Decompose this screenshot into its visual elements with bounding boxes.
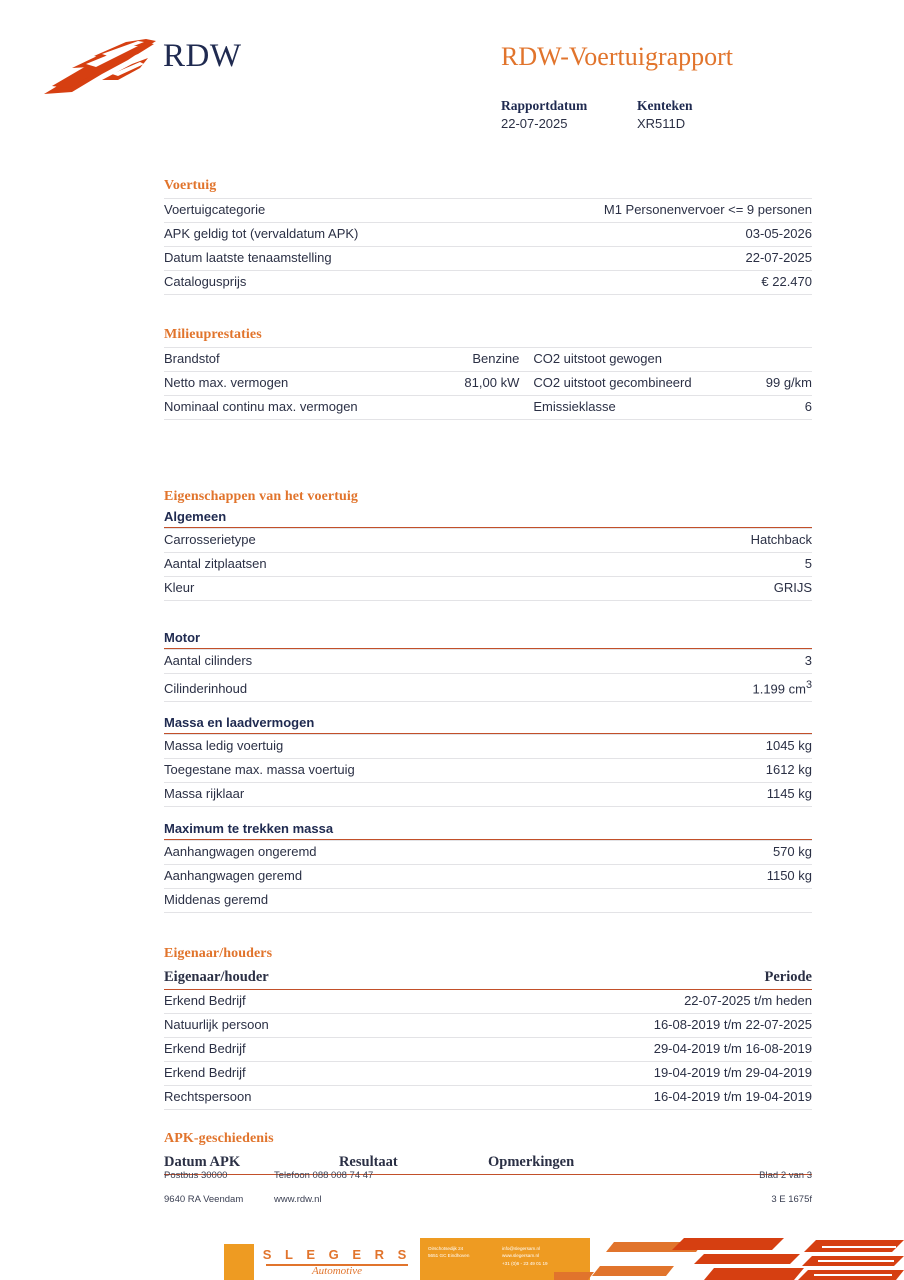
- subsection-title-algemeen: Algemeen: [164, 509, 227, 524]
- section-voertuig: [164, 178, 812, 295]
- algemeen-table: [164, 528, 812, 601]
- table-row: [164, 372, 812, 396]
- column-header-apk-remarks: Opmerkingen: [487, 1154, 575, 1170]
- page-title: RDW-Voertuigrapport: [501, 42, 734, 71]
- report-date-value: 22-07-2025: [501, 116, 568, 131]
- table-header-row: [164, 966, 812, 990]
- page-footer: [164, 1170, 812, 1218]
- column-header-owner: Eigenaar/houder: [164, 969, 269, 985]
- row-label-right: Emissieklasse: [533, 396, 714, 420]
- row-label: Datum laatste tenaamstelling: [164, 247, 477, 271]
- plate-label: Kenteken: [637, 98, 693, 113]
- section-apk-geschiedenis: [164, 1131, 812, 1175]
- unit-superscript: 3: [805, 679, 812, 691]
- owner-type: Erkend Bedrijf: [164, 1062, 422, 1086]
- banner-accent-block: [224, 1244, 254, 1280]
- dealer-brand-name: S L E G E R S: [262, 1247, 412, 1262]
- row-value-right: [715, 348, 812, 372]
- section-eigenschappen: [164, 489, 812, 601]
- table-row: [164, 1062, 812, 1086]
- table-row: [164, 841, 812, 865]
- row-value: 1045 kg: [686, 735, 812, 759]
- footer-telephone: Telefoon 088 008 74 47: [274, 1170, 374, 1181]
- owner-type: Erkend Bedrijf: [164, 1038, 422, 1062]
- eigenaar-table: [164, 966, 812, 1110]
- section-title-voertuig: Voertuig: [164, 178, 217, 193]
- table-row: [164, 223, 812, 247]
- row-value-left: [423, 396, 533, 420]
- table-row: [164, 759, 812, 783]
- row-label: Toegestane max. massa voertuig: [164, 759, 686, 783]
- voertuig-table: [164, 198, 812, 295]
- section-milieuprestaties: [164, 327, 812, 420]
- owner-period: 16-08-2019 t/m 22-07-2025: [422, 1014, 812, 1038]
- subsection-trekken: [164, 821, 812, 913]
- row-value: 22-07-2025: [477, 247, 812, 271]
- column-header-apk-date: Datum APK: [164, 1154, 241, 1170]
- owner-period: 22-07-2025 t/m heden: [422, 990, 812, 1014]
- footer-line-2: [164, 1194, 812, 1218]
- column-header-period: Periode: [764, 969, 812, 985]
- dealer-address-line1: Oirschotsedijk 24: [428, 1246, 464, 1251]
- dealer-phone: +31 (0)6 - 23 49 01 19: [502, 1260, 548, 1266]
- dealer-address-line2: 5651 GC Eindhoven: [428, 1253, 470, 1259]
- row-value: € 22.470: [477, 271, 812, 295]
- trekken-table: [164, 840, 812, 913]
- owner-type: Rechtspersoon: [164, 1086, 422, 1110]
- row-value: 1150 kg: [664, 865, 812, 889]
- table-row: [164, 577, 812, 601]
- row-value-right: 6: [715, 396, 812, 420]
- owner-type: Natuurlijk persoon: [164, 1014, 422, 1038]
- row-label: Aanhangwagen ongeremd: [164, 841, 664, 865]
- table-row: [164, 1086, 812, 1110]
- row-value-left: Benzine: [423, 348, 533, 372]
- table-row: [164, 529, 812, 553]
- footer-postbus: Postbus 30000: [164, 1170, 228, 1181]
- footer-form-code: 3 E 1675f: [771, 1194, 812, 1205]
- row-label: Massa rijklaar: [164, 783, 686, 807]
- row-value: 03-05-2026: [477, 223, 812, 247]
- row-value: 1145 kg: [686, 783, 812, 807]
- dealer-brand-sub: Automotive: [311, 1265, 363, 1277]
- footer-website: www.rdw.nl: [274, 1194, 322, 1205]
- motor-table: [164, 649, 812, 702]
- table-row: [164, 1014, 812, 1038]
- section-title-eigenschappen: Eigenschappen van het voertuig: [164, 489, 358, 504]
- owner-period: 19-04-2019 t/m 29-04-2019: [422, 1062, 812, 1086]
- row-value: GRIJS: [569, 577, 812, 601]
- plate-value: XR511D: [637, 116, 686, 131]
- rdw-wordmark: RDW: [163, 38, 242, 74]
- table-row: [164, 396, 812, 420]
- subsection-title-motor: Motor: [164, 630, 201, 645]
- table-row: [164, 553, 812, 577]
- row-label: APK geldig tot (vervaldatum APK): [164, 223, 477, 247]
- report-date-block: [501, 98, 637, 134]
- massa-table: [164, 734, 812, 807]
- footer-line-1: [164, 1170, 812, 1194]
- row-label: Aanhangwagen geremd: [164, 865, 664, 889]
- row-value: M1 Personenvervoer <= 9 personen: [477, 199, 812, 223]
- row-value-left: 81,00 kW: [423, 372, 533, 396]
- row-label: Cilinderinhoud: [164, 674, 551, 702]
- section-eigenaar-houders: [164, 946, 812, 1110]
- row-label: Kleur: [164, 577, 569, 601]
- owner-type: Erkend Bedrijf: [164, 990, 422, 1014]
- subsection-massa: [164, 715, 812, 807]
- table-row: [164, 348, 812, 372]
- table-row: [164, 199, 812, 223]
- row-label-right: CO2 uitstoot gecombineerd: [533, 372, 714, 396]
- dealer-banner: [0, 1238, 904, 1280]
- table-row: [164, 865, 812, 889]
- report-meta: [501, 98, 693, 134]
- subsection-motor: [164, 630, 812, 702]
- row-label-left: Netto max. vermogen: [164, 372, 423, 396]
- dealer-email: info@slegersam.nl: [502, 1246, 541, 1251]
- row-value: Hatchback: [569, 529, 812, 553]
- section-title-milieuprestaties: Milieuprestaties: [164, 327, 262, 342]
- row-label-left: Nominaal continu max. vermogen: [164, 396, 423, 420]
- subsection-title-trekken: Maximum te trekken massa: [164, 821, 334, 836]
- banner-stripes-decoration: [554, 1238, 904, 1280]
- row-value: 3: [551, 650, 812, 674]
- table-row: [164, 674, 812, 702]
- row-label-right: CO2 uitstoot gewogen: [533, 348, 714, 372]
- row-value: 570 kg: [664, 841, 812, 865]
- row-label-left: Brandstof: [164, 348, 423, 372]
- row-label: Voertuigcategorie: [164, 199, 477, 223]
- column-header-apk-result: Resultaat: [338, 1154, 398, 1170]
- row-value-right: 99 g/km: [715, 372, 812, 396]
- dealer-website: www.slegersam.nl: [502, 1253, 540, 1259]
- dealer-address: [428, 1245, 469, 1260]
- report-date-label: Rapportdatum: [501, 98, 588, 113]
- row-value: [664, 889, 812, 913]
- footer-page-number: Blad 2 van 3: [759, 1170, 812, 1181]
- row-label: Massa ledig voertuig: [164, 735, 686, 759]
- table-row: [164, 271, 812, 295]
- row-label: Middenas geremd: [164, 889, 664, 913]
- table-row: [164, 1038, 812, 1062]
- table-row: [164, 990, 812, 1014]
- table-row: [164, 247, 812, 271]
- row-value: 5: [569, 553, 812, 577]
- row-value: [551, 674, 812, 702]
- subsection-title-massa: Massa en laadvermogen: [164, 715, 315, 730]
- table-row: [164, 735, 812, 759]
- section-title-apk: APK-geschiedenis: [164, 1131, 274, 1146]
- row-label: Aantal cilinders: [164, 650, 551, 674]
- row-label: Aantal zitplaatsen: [164, 553, 569, 577]
- row-value-text: 1.199 cm: [752, 681, 806, 697]
- section-title-eigenaar: Eigenaar/houders: [164, 946, 273, 961]
- table-row: [164, 650, 812, 674]
- rdw-arrow-logo-icon: [42, 34, 162, 102]
- row-label: Carrosserietype: [164, 529, 569, 553]
- row-label: Catalogusprijs: [164, 271, 477, 295]
- row-value: 1612 kg: [686, 759, 812, 783]
- dealer-contact-details: [502, 1245, 548, 1267]
- owner-period: 16-04-2019 t/m 19-04-2019: [422, 1086, 812, 1110]
- milieu-table: [164, 347, 812, 420]
- owner-period: 29-04-2019 t/m 16-08-2019: [422, 1038, 812, 1062]
- table-row: [164, 783, 812, 807]
- footer-city: 9640 RA Veendam: [164, 1194, 244, 1205]
- plate-block: [637, 98, 693, 134]
- table-row: [164, 889, 812, 913]
